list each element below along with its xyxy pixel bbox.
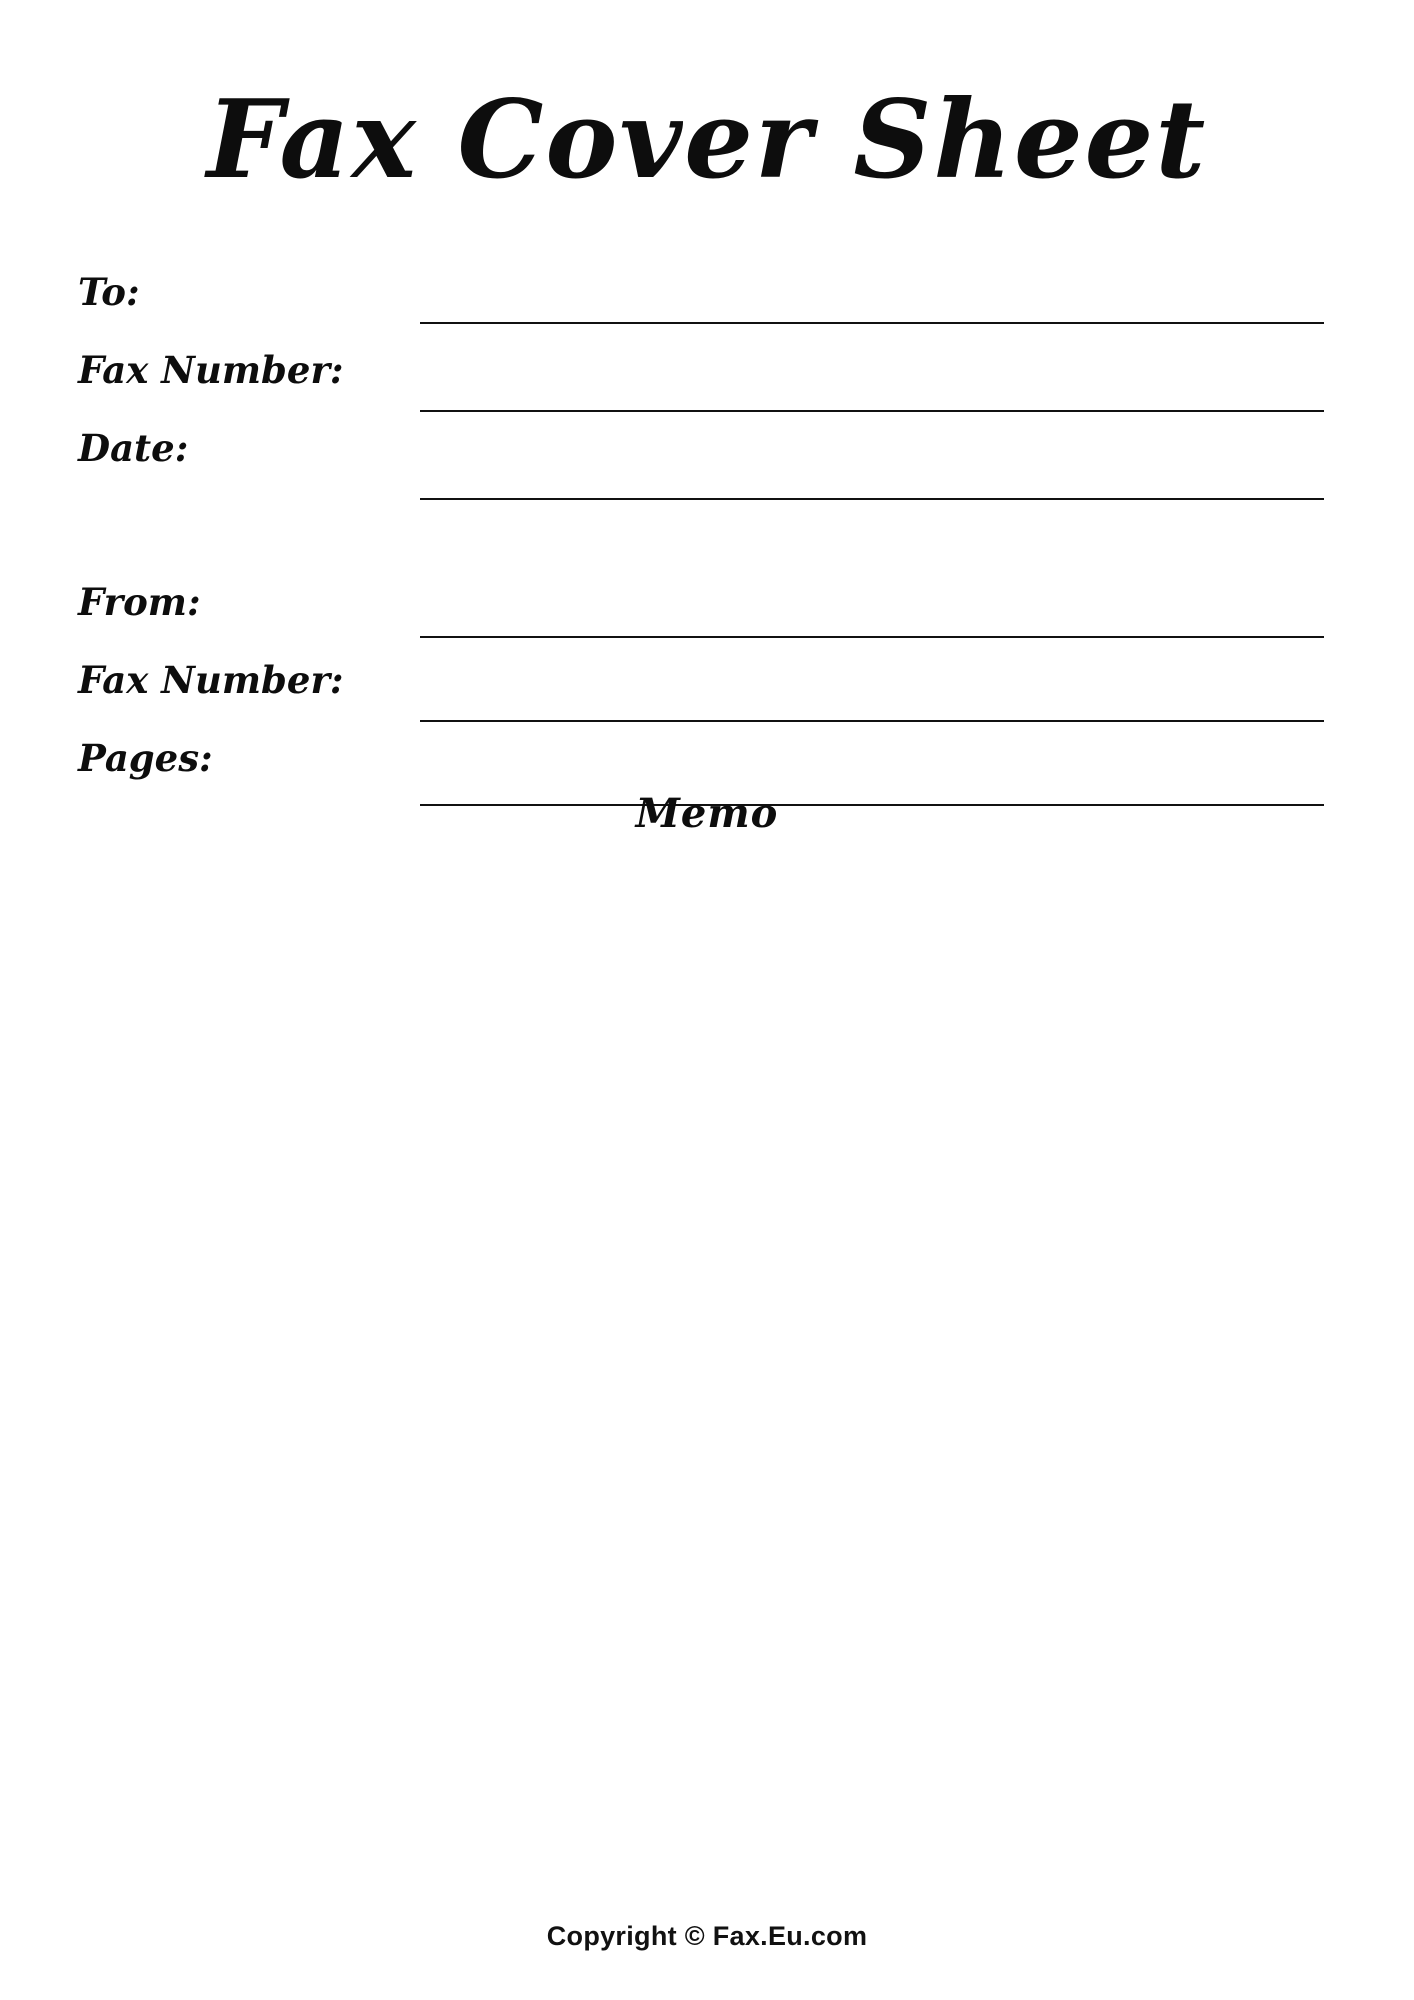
field-row-date [0, 426, 1414, 504]
label-to: To: [78, 270, 140, 314]
fields-section [0, 270, 1414, 814]
field-row-fax-number-from [0, 658, 1414, 736]
label-from: From: [78, 580, 201, 624]
input-line-fax-number-to[interactable] [420, 410, 1324, 412]
memo-writing-area[interactable] [90, 860, 1324, 1490]
page-title: Fax Cover Sheet [206, 77, 1208, 203]
copyright-footer: Copyright © Fax.Eu.com [546, 1921, 868, 1951]
input-line-date[interactable] [420, 498, 1324, 500]
field-row-from [0, 580, 1414, 658]
memo-heading: Memo [635, 790, 779, 837]
input-line-to[interactable] [420, 322, 1324, 324]
input-line-from[interactable] [420, 636, 1324, 638]
field-row-to [0, 270, 1414, 348]
label-fax-number-to: Fax Number: [78, 348, 344, 392]
label-pages: Pages: [78, 736, 213, 780]
label-date: Date: [78, 426, 189, 470]
field-row-fax-number-to [0, 348, 1414, 426]
label-fax-number-from: Fax Number: [78, 658, 344, 702]
input-line-fax-number-from[interactable] [420, 720, 1324, 722]
field-group-separator [0, 504, 1414, 580]
